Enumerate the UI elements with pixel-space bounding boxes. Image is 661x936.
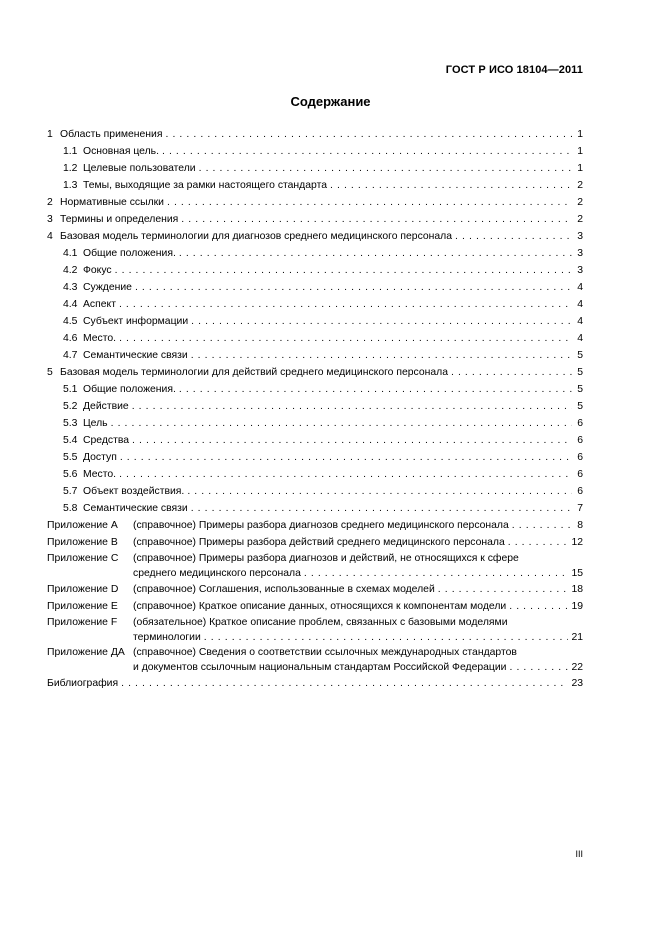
- toc-entry-number: 5.2: [63, 401, 78, 412]
- toc-entry-line: [47, 126, 583, 143]
- toc-entry-page: 5: [577, 350, 583, 361]
- toc-entry[interactable]: [47, 160, 583, 177]
- toc-entry-title: Целевые пользователи: [83, 163, 196, 174]
- toc-entry-title: Объект воздействия.: [83, 486, 185, 497]
- toc-entry-page: 7: [577, 503, 583, 514]
- toc-entry-line: [47, 143, 583, 160]
- appendix-label: Приложение С: [47, 553, 119, 564]
- appendix-entry-line-2: [47, 630, 583, 645]
- dot-leader: [162, 143, 572, 160]
- toc-entry-number: 5.4: [63, 435, 78, 446]
- appendix-title-continued: терминологии: [133, 632, 201, 643]
- toc-entry-page: 6: [577, 486, 583, 497]
- toc-entry-line: [47, 500, 583, 517]
- dot-leader: [330, 177, 572, 194]
- dot-leader: [179, 381, 572, 398]
- appendix-title: (справочное) Сведения о соответствии ссылочных международных стандартов: [133, 647, 517, 658]
- toc-entry-line: [47, 279, 583, 296]
- appendix-entry[interactable]: [47, 598, 583, 615]
- toc-entry-title: Действие: [83, 401, 129, 412]
- dot-leader: [455, 228, 572, 245]
- toc-entry-number: 1: [47, 129, 53, 140]
- appendix-entry-line: [47, 581, 583, 598]
- toc-entry-number: 5.8: [63, 503, 78, 514]
- toc-entry-line: [47, 347, 583, 364]
- toc-entry-number: 5.3: [63, 418, 78, 429]
- appendix-entry-line: [47, 615, 583, 630]
- dot-leader: [119, 296, 572, 313]
- dot-leader: [509, 598, 568, 615]
- toc-entry-number: 1.2: [63, 163, 78, 174]
- toc-entry-number: 1.3: [63, 180, 78, 191]
- appendix-entry[interactable]: [47, 645, 583, 675]
- toc-entry-page: 6: [577, 435, 583, 446]
- toc-entry-title: Область применения: [60, 129, 163, 140]
- dot-leader: [120, 449, 572, 466]
- toc-entry-number: 5.5: [63, 452, 78, 463]
- toc-entry-title: Базовая модель терминологии для диагнозов среднего медицинского персонала: [60, 231, 453, 242]
- toc-entry-page: 4: [577, 282, 583, 293]
- toc-entry[interactable]: [47, 432, 583, 449]
- dot-leader: [191, 313, 572, 330]
- toc-entry[interactable]: [47, 211, 583, 228]
- toc-entry-number: 3: [47, 214, 53, 225]
- appendix-entry[interactable]: [47, 581, 583, 598]
- appendix-title: (обязательное) Краткое описание проблем, связанных с базовыми моделями: [133, 617, 508, 628]
- toc-entry-title: Доступ: [83, 452, 117, 463]
- dot-leader: [135, 279, 572, 296]
- toc-entry-number: 1.1: [63, 146, 78, 157]
- appendix-entry[interactable]: [47, 615, 583, 645]
- toc-entry-line: [47, 449, 583, 466]
- toc-entry-page: 2: [577, 214, 583, 225]
- appendix-title: (справочное) Примеры разбора действий среднего медицинского персонала: [133, 537, 505, 548]
- toc-entry-number: 5: [47, 367, 53, 378]
- toc-entry[interactable]: [47, 330, 583, 347]
- toc-entry[interactable]: [47, 500, 583, 517]
- toc-entry-line: [47, 466, 583, 483]
- toc-entry-number: 4: [47, 231, 53, 242]
- toc-entry-title: Термины и определения: [60, 214, 179, 225]
- toc-entry-page: 4: [577, 316, 583, 327]
- appendix-title: (справочное) Примеры разбора диагнозов и действий, не относящихся к сфере: [133, 553, 519, 564]
- dot-leader: [132, 398, 572, 415]
- toc-entry-page: 6: [577, 418, 583, 429]
- toc-entry-line: [47, 228, 583, 245]
- appendix-page: 22: [571, 662, 583, 673]
- toc-entry[interactable]: [47, 262, 583, 279]
- toc-entry-title: Нормативные ссылки: [60, 197, 164, 208]
- dot-leader: [187, 483, 572, 500]
- toc-entry-number: 2: [47, 197, 53, 208]
- toc-entry-number: 4.6: [63, 333, 78, 344]
- appendix-title-continued: и документов ссылочным национальным стандартам Российской Федерации: [133, 662, 507, 673]
- dot-leader: [179, 245, 572, 262]
- appendix-entry[interactable]: [47, 517, 583, 534]
- toc-entry-number: 4.5: [63, 316, 78, 327]
- bibliography-entry[interactable]: [47, 675, 583, 692]
- toc-entry-line: [47, 398, 583, 415]
- appendix-label: Приложение F: [47, 617, 118, 628]
- toc-entry-page: 4: [577, 333, 583, 344]
- appendix-label: Приложение А: [47, 520, 118, 531]
- toc-entry-line: [47, 160, 583, 177]
- toc-entry-title: Общие положения.: [83, 384, 176, 395]
- toc-entry-title: Базовая модель терминологии для действий среднего медицинского персонала: [60, 367, 448, 378]
- toc-entry-number: 4.1: [63, 248, 78, 259]
- toc-entry-title: Средства: [83, 435, 130, 446]
- toc-entry-line: [47, 211, 583, 228]
- appendix-entry-line: [47, 551, 583, 566]
- toc-entry[interactable]: [47, 415, 583, 432]
- toc-entry-page: 3: [577, 248, 583, 259]
- toc-entry-page: 4: [577, 299, 583, 310]
- dot-leader: [191, 347, 572, 364]
- appendix-entry-line: [47, 534, 583, 551]
- appendix-page: 18: [571, 584, 583, 595]
- bibliography-title: Библиография: [47, 678, 119, 689]
- appendix-label: Приложение Е: [47, 601, 118, 612]
- dot-leader: [111, 415, 572, 432]
- toc-entry[interactable]: [47, 228, 583, 245]
- appendix-page: 19: [571, 601, 583, 612]
- appendix-entry-line-2: [47, 566, 583, 581]
- toc-entry-title: Суждение: [83, 282, 132, 293]
- toc-entry-page: 3: [577, 231, 583, 242]
- toc-entry-title: Темы, выходящие за рамки настоящего стандарта: [83, 180, 327, 191]
- dot-leader: [167, 194, 572, 211]
- toc-entry[interactable]: [47, 194, 583, 211]
- toc-entry-line: [47, 483, 583, 500]
- toc-entry-line: [47, 364, 583, 381]
- appendix-entry-line: [47, 645, 583, 660]
- toc-entry-page: 1: [577, 146, 583, 157]
- appendix-entry-line: [47, 598, 583, 615]
- table-of-contents: [47, 126, 583, 692]
- toc-entry-number: 4.7: [63, 350, 78, 361]
- dot-leader: [119, 330, 572, 347]
- toc-entry-line: [47, 177, 583, 194]
- toc-entry[interactable]: [47, 296, 583, 313]
- toc-entry-page: 6: [577, 469, 583, 480]
- appendix-entry-line-2: [47, 660, 583, 675]
- dot-leader: [304, 566, 569, 581]
- dot-leader: [199, 160, 572, 177]
- dot-leader: [181, 211, 572, 228]
- toc-entry-title: Аспект: [83, 299, 116, 310]
- toc-entry-title: Место.: [83, 333, 117, 344]
- toc-entry-number: 4.2: [63, 265, 78, 276]
- toc-entry-page: 5: [577, 401, 583, 412]
- toc-entry-page: 5: [577, 384, 583, 395]
- appendix-title-continued: среднего медицинского персонала: [133, 568, 301, 579]
- appendix-page: 12: [571, 537, 583, 548]
- toc-entry-line: [47, 245, 583, 262]
- appendix-label: Приложение ДА: [47, 647, 125, 658]
- toc-entry[interactable]: [47, 177, 583, 194]
- dot-leader: [204, 630, 569, 645]
- appendix-entry[interactable]: [47, 534, 583, 551]
- toc-entry-line: [47, 262, 583, 279]
- dot-leader: [451, 364, 572, 381]
- toc-entry-line: [47, 415, 583, 432]
- appendix-label: Приложение D: [47, 584, 119, 595]
- appendix-page: 15: [571, 568, 583, 579]
- dot-leader: [509, 660, 568, 675]
- appendix-label: Приложение В: [47, 537, 118, 548]
- toc-entry-title: Основная цель.: [83, 146, 159, 157]
- dot-leader: [165, 126, 572, 143]
- toc-entry-line: [47, 381, 583, 398]
- toc-entry-line: [47, 296, 583, 313]
- toc-entry-page: 1: [577, 163, 583, 174]
- toc-entry-page: 5: [577, 367, 583, 378]
- toc-entry[interactable]: [47, 449, 583, 466]
- dot-leader: [121, 675, 568, 692]
- toc-entry-number: 4.4: [63, 299, 78, 310]
- dot-leader: [512, 517, 572, 534]
- toc-entry-page: 2: [577, 197, 583, 208]
- toc-entry-title: Субъект информации: [83, 316, 189, 327]
- toc-entry-title: Фокус: [83, 265, 112, 276]
- appendix-entry[interactable]: [47, 551, 583, 581]
- toc-entry[interactable]: [47, 313, 583, 330]
- toc-entry[interactable]: [47, 398, 583, 415]
- toc-entry-line: [47, 432, 583, 449]
- toc-entry-title: Семантические связи: [83, 503, 188, 514]
- appendix-entry-line: [47, 517, 583, 534]
- toc-entry-line: [47, 194, 583, 211]
- bibliography-page: 23: [571, 678, 583, 689]
- appendix-page: 8: [577, 520, 583, 531]
- toc-entry[interactable]: [47, 381, 583, 398]
- toc-entry-number: 5.7: [63, 486, 78, 497]
- toc-entry-page: 2: [577, 180, 583, 191]
- dot-leader: [438, 581, 569, 598]
- toc-entry-line: [47, 330, 583, 347]
- appendix-title: (справочное) Соглашения, использованные в схемах моделей: [133, 584, 435, 595]
- appendix-title: (справочное) Примеры разбора диагнозов среднего медицинского персонала: [133, 520, 509, 531]
- toc-entry[interactable]: [47, 347, 583, 364]
- toc-entry-title: Семантические связи: [83, 350, 188, 361]
- toc-entry[interactable]: [47, 364, 583, 381]
- toc-entry-title: Общие положения.: [83, 248, 176, 259]
- toc-entry-page: 3: [577, 265, 583, 276]
- dot-leader: [119, 466, 572, 483]
- toc-entry[interactable]: [47, 126, 583, 143]
- toc-entry-page: 1: [577, 129, 583, 140]
- toc-entry-page: 6: [577, 452, 583, 463]
- toc-entry-number: 5.1: [63, 384, 78, 395]
- toc-entry-title: Место.: [83, 469, 117, 480]
- appendix-title: (справочное) Краткое описание данных, относящихся к компонентам модели: [133, 601, 507, 612]
- toc-entry[interactable]: [47, 245, 583, 262]
- dot-leader: [115, 262, 572, 279]
- page-number: III: [575, 849, 583, 859]
- dot-leader: [191, 500, 572, 517]
- toc-entry-number: 4.3: [63, 282, 78, 293]
- toc-entry[interactable]: [47, 483, 583, 500]
- toc-entry[interactable]: [47, 279, 583, 296]
- dot-leader: [132, 432, 572, 449]
- appendix-page: 21: [571, 632, 583, 643]
- toc-entry-line: [47, 313, 583, 330]
- dot-leader: [508, 534, 569, 551]
- bibliography-entry-line: [47, 675, 583, 692]
- page-title: Содержание: [290, 94, 371, 109]
- document-standard-header: ГОСТ Р ИСО 18104—2011: [445, 64, 583, 76]
- toc-entry[interactable]: [47, 466, 583, 483]
- toc-entry-title: Цель: [83, 418, 108, 429]
- toc-entry[interactable]: [47, 143, 583, 160]
- toc-entry-number: 5.6: [63, 469, 78, 480]
